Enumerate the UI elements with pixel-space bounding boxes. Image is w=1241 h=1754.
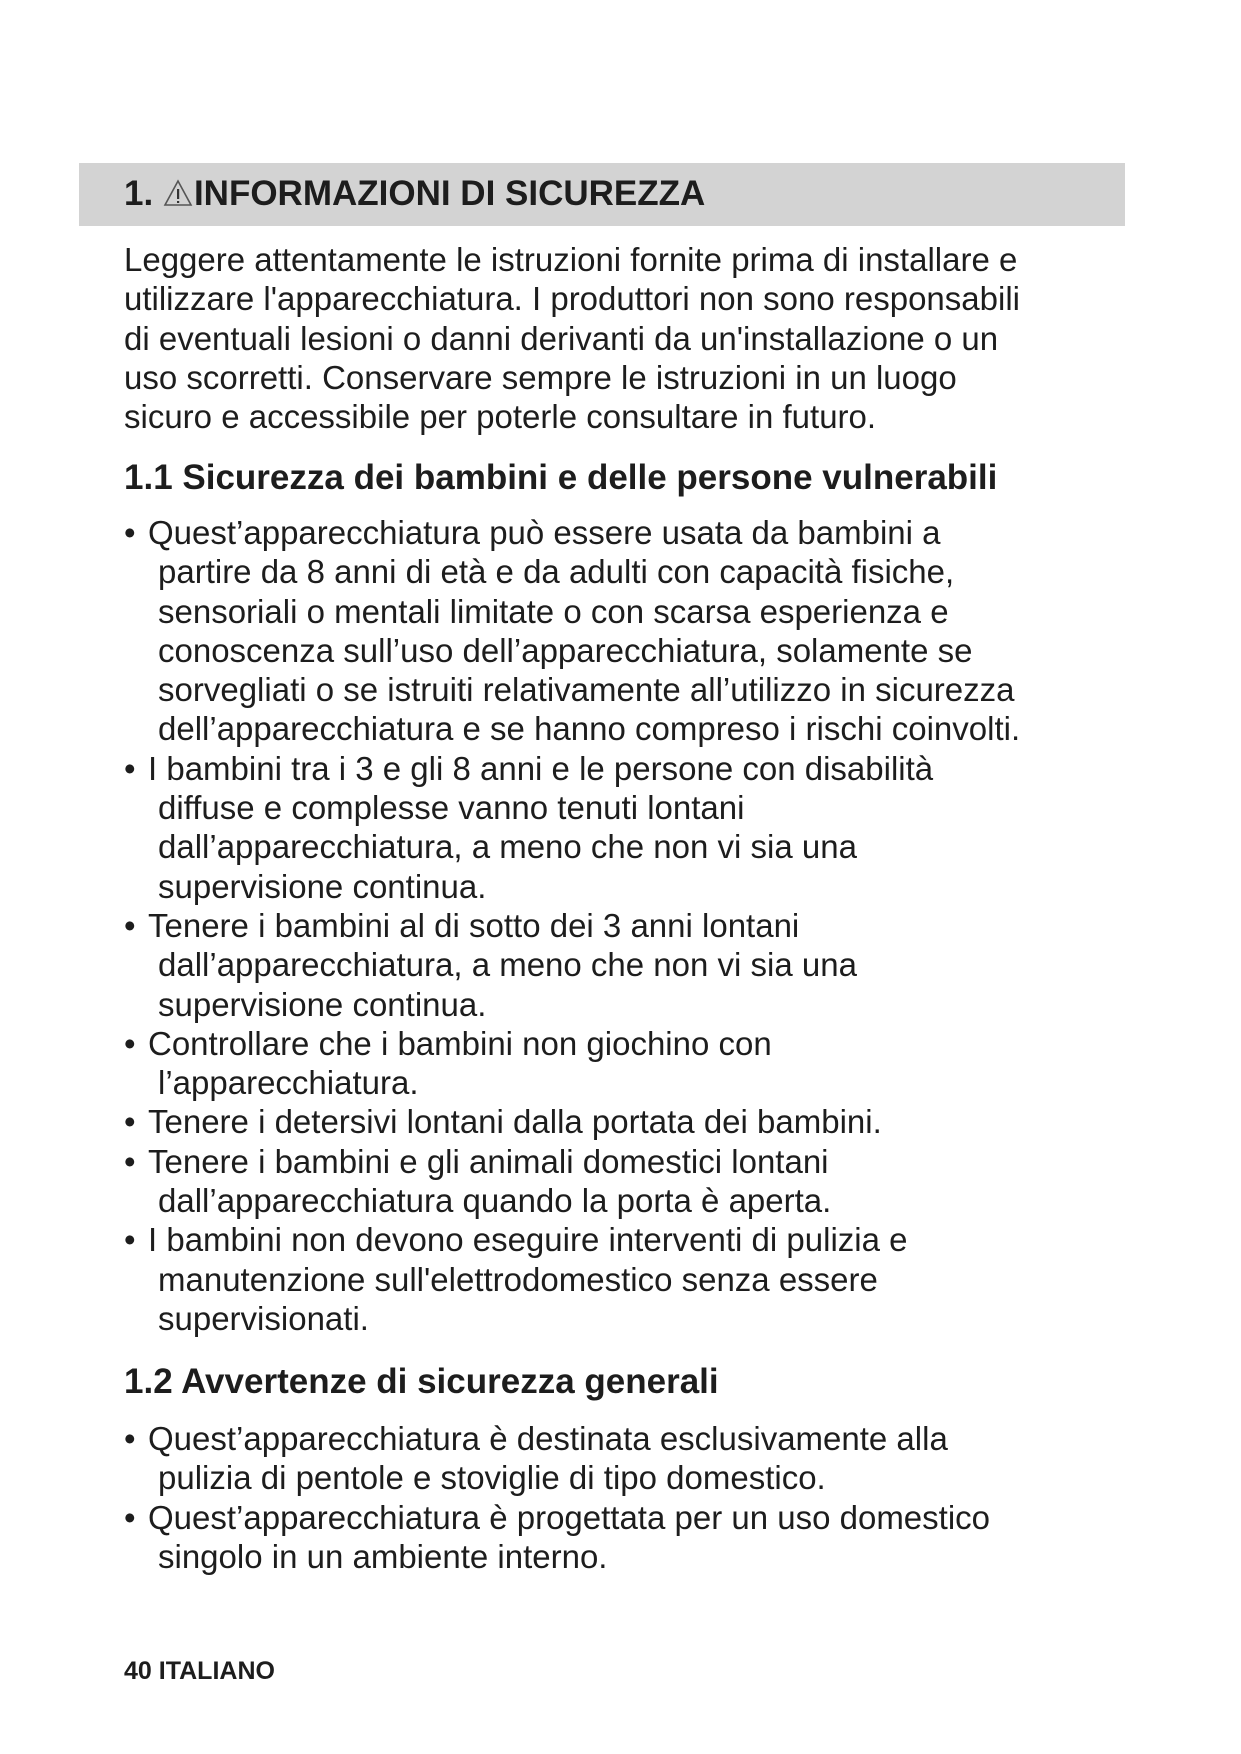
text-line: dall’apparecchiatura, a meno che non vi sia una (158, 946, 857, 984)
bullet-item (124, 513, 1020, 749)
bullet-item (124, 1220, 1020, 1338)
bullet-icon: • (124, 749, 136, 787)
text-line: Tenere i bambini al di sotto dei 3 anni lontani (148, 906, 800, 944)
bullet-icon: • (124, 1103, 136, 1141)
text-line: dall’apparecchiatura, a meno che non vi sia una (158, 828, 857, 866)
text-line: Leggere attentamente le istruzioni fornite prima di installare e (124, 241, 1018, 278)
bullet-icon: • (124, 1024, 136, 1062)
subsection-1-1-bullets (124, 513, 1020, 1338)
warning-triangle-icon (163, 178, 193, 208)
text-line: I bambini tra i 3 e gli 8 anni e le persone con disabilità (148, 749, 934, 787)
text-line: singolo in un ambiente interno. (158, 1537, 608, 1575)
intro-paragraph (124, 240, 1020, 436)
text-line: supervisione continua. (158, 985, 487, 1023)
bullet-icon: • (124, 1221, 136, 1259)
text-line: supervisione continua. (158, 867, 487, 905)
section-header (79, 163, 1125, 226)
section-title-text: INFORMAZIONI DI SICUREZZA (193, 174, 706, 213)
bullet-item (124, 1142, 1020, 1221)
section-title (124, 174, 705, 214)
bullet-item (124, 1102, 1020, 1141)
text-line: Quest’apparecchiatura può essere usata da bambini a (148, 514, 941, 551)
bullet-item (124, 749, 1020, 906)
bullet-icon: • (124, 1420, 136, 1457)
text-line: Tenere i bambini e gli animali domestici lontani (148, 1142, 829, 1180)
subsection-title-1-2: 1.2 Avvertenze di sicurezza generali (124, 1362, 719, 1401)
text-line: uso scorretti. Conservare sempre le istruzioni in un luogo (124, 358, 957, 396)
text-line: Tenere i detersivi lontani dalla portata dei bambini. (148, 1103, 882, 1141)
subsection-1-2-bullets (124, 1419, 990, 1576)
bullet-icon: • (124, 906, 136, 944)
bullet-item (124, 1024, 1020, 1103)
text-line: Quest’apparecchiatura è progettata per un uso domestico (148, 1498, 991, 1536)
subsection-title-1-1: 1.1 Sicurezza dei bambini e delle persone vulnerabili (124, 458, 998, 497)
section-number: 1. (124, 174, 154, 213)
text-line: pulizia di pentole e stoviglie di tipo domestico. (158, 1459, 826, 1497)
text-line: sicuro e accessibile per poterle consultare in futuro. (124, 398, 877, 436)
bullet-icon: • (124, 1498, 136, 1536)
text-line: Controllare che i bambini non giochino con (148, 1024, 772, 1062)
page-footer: 40 ITALIANO (124, 1657, 275, 1685)
text-line: dell’apparecchiatura e se hanno compreso i rischi coinvolti. (158, 710, 1021, 748)
bullet-icon: • (124, 514, 136, 551)
text-line: conoscenza sull’uso dell’apparecchiatura, solamente se (158, 631, 973, 669)
text-line: diffuse e complesse vanno tenuti lontani (158, 789, 745, 827)
text-line: utilizzare l'apparecchiatura. I produttori non sono responsabili (124, 280, 1020, 318)
text-line: partire da 8 anni di età e da adulti con capacità fisiche, (158, 553, 955, 591)
text-line: I bambini non devono eseguire interventi di pulizia e (148, 1221, 908, 1259)
text-line: dall’apparecchiatura quando la porta è aperta. (158, 1182, 832, 1220)
text-line: supervisionati. (158, 1299, 369, 1337)
text-line: Quest’apparecchiatura è destinata esclusivamente alla (148, 1420, 948, 1457)
bullet-item (124, 1498, 990, 1577)
text-line: l’apparecchiatura. (158, 1064, 419, 1102)
bullet-icon: • (124, 1142, 136, 1180)
text-line: manutenzione sull'elettrodomestico senza essere (158, 1260, 878, 1298)
text-line: sorvegliati o se istruiti relativamente all’utilizzo in sicurezza (158, 671, 1015, 709)
text-line: sensoriali o mentali limitate o con scarsa esperienza e (158, 592, 949, 630)
bullet-item (124, 1419, 990, 1498)
text-line: di eventuali lesioni o danni derivanti da un'installazione o un (124, 319, 999, 357)
bullet-item (124, 906, 1020, 1024)
